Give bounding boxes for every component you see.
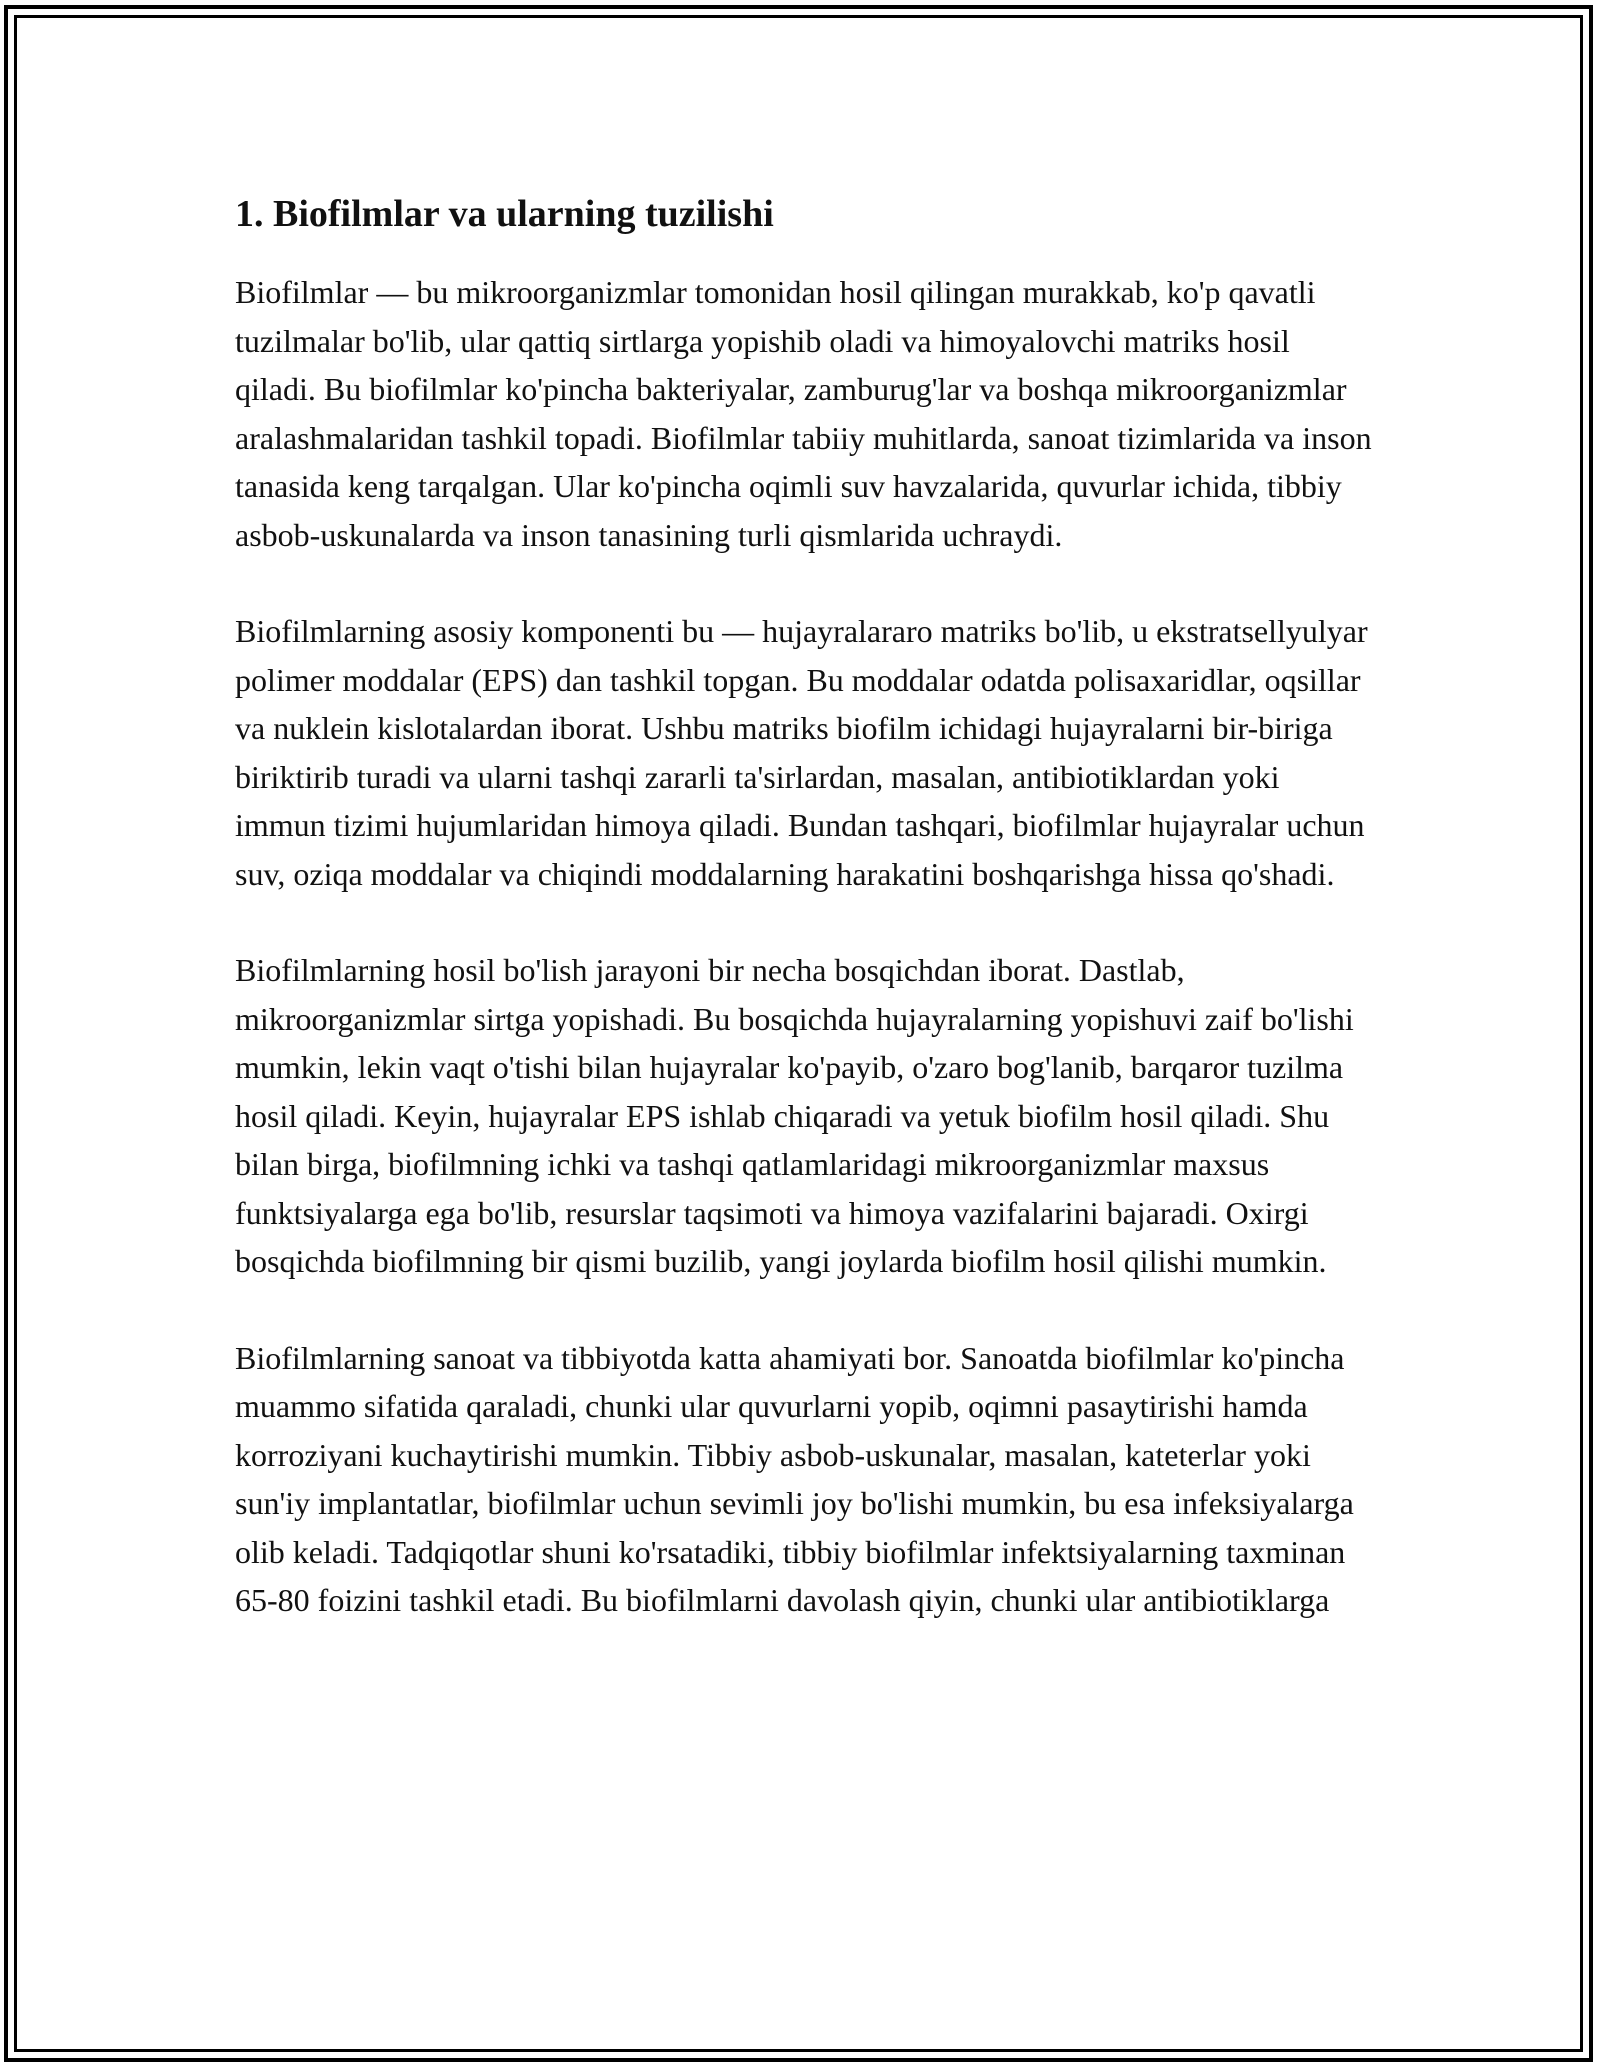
section-heading: 1. Biofilmlar va ularning tuzilishi: [235, 193, 774, 235]
paragraph-intro: Biofilmlar — bu mikroorganizmlar tomonidan hosil qilingan murakkab, ko'p qavatli tuzilmalar bo'lib, ular qattiq sirtlarga yopishib oladi va himoyalovchi matriks hosil qiladi. Bu biofilmlar ko'pincha bakteriyalar, zamburug'lar va boshqa mikroorganizmlar aralashmalaridan tashkil topadi. Biofilmlar tabiiy muhitlarda, sanoat tizimlarida va inson tanasida keng tarqalgan. Ular ko'pincha oqimli suv havzalarida, quvurlar ichida, tibbiy asbob-uskunalarda va inson tanasining turli qismlarida uchraydi.: [235, 274, 1372, 553]
document-body: [235, 180, 1375, 1673]
paragraph-formation: Biofilmlarning hosil bo'lish jarayoni bir necha bosqichdan iborat. Dastlab, mikroorganizmlar sirtga yopishadi. Bu bosqichda hujayralarning yopishuvi zaif bo'lishi mumkin, lekin vaqt o'tishi bilan hujayralar ko'payib, o'zaro bog'lanib, barqaror tuzilma hosil qiladi. Keyin, hujayralar EPS ishlab chiqaradi va yetuk biofilm hosil qiladi. Shu bilan birga, biofilmning ichki va tashqi qatlamlaridagi mikroorganizmlar maxsus funktsiyalarga ega bo'lib, resurslar taqsimoti va himoya vazifalarini bajaradi. Oxirgi bosqichda biofilmning bir qismi buzilib, yangi joylarda biofilm hosil qilishi mumkin.: [235, 952, 1354, 1279]
paragraph-matrix: Biofilmlarning asosiy komponenti bu — hujayralararo matriks bo'lib, u ekstratsellyulyar polimer moddalar (EPS) dan tashkil topgan. Bu moddalar odatda polisaxaridlar, oqsillar va nuklein kislotalardan iborat. Ushbu matriks biofilm ichidagi hujayralarni bir-biriga biriktirib turadi va ularni tashqi zararli ta'sirlardan, masalan, antibiotiklardan yoki immun tizimi hujumlaridan himoya qiladi. Bundan tashqari, biofilmlar hujayralar uchun suv, oziqa moddalar va chiqindi moddalarning harakatini boshqarishga hissa qo'shadi.: [235, 613, 1368, 892]
paragraph-importance: Biofilmlarning sanoat va tibbiyotda katta ahamiyati bor. Sanoatda biofilmlar ko'pincha muammo sifatida qaraladi, chunki ular quvurlarni yopib, oqimni pasaytirishi hamda korroziyani kuchaytirishi mumkin. Tibbiy asbob-uskunalar, masalan, kateterlar yoki sun'iy implantatlar, biofilmlar uchun sevimli joy bo'lishi mumkin, bu esa infeksiyalarga olib keladi. Tadqiqotlar shuni ko'rsatadiki, tibbiy biofilmlar infektsiyalarning taxminan 65-80 foizini tashkil etadi. Bu biofilmlarni davolash qiyin, chunki ular antibiotiklarga: [235, 1339, 1354, 1618]
